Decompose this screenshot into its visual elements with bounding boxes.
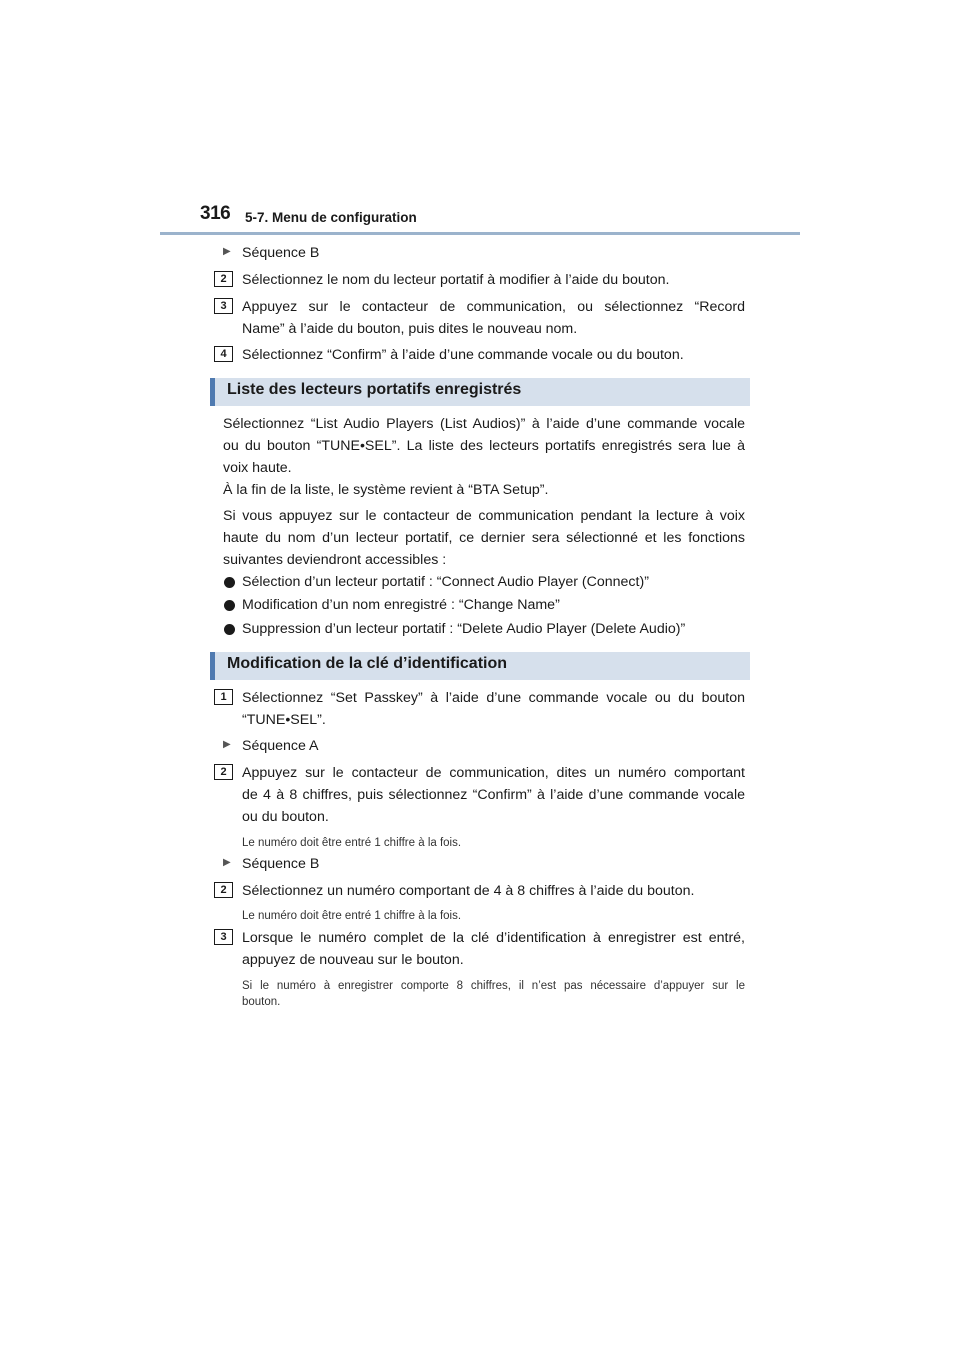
step-text: Sélectionnez un numéro comportant de 4 à 8 chiffres à l’aide du bouton. <box>242 883 695 899</box>
step-text: Sélectionnez “Confirm” à l’aide d’une commande vocale ou du bouton. <box>242 347 684 363</box>
step-text: Lorsque le numéro complet de la clé d’identification à enregistrer est entré, <box>242 930 745 946</box>
step-text: Sélectionnez le nom du lecteur portatif à modifier à l’aide du bouton. <box>242 272 670 288</box>
triangle-right-icon: ▶ <box>223 857 231 868</box>
bullet-icon <box>224 624 235 635</box>
note-text: Si le numéro à enregistrer comporte 8 chiffres, il n’est pas nécessaire d’appuyer sur le <box>242 980 745 992</box>
note-text: Le numéro doit être entré 1 chiffre à la fois. <box>242 837 462 849</box>
step-text: ou du bouton. <box>242 809 329 825</box>
step-number-box: 2 <box>214 882 233 898</box>
sequence-b-label: Séquence B <box>242 245 320 261</box>
sequence-a-label: Séquence A <box>242 738 319 754</box>
note-text: Le numéro doit être entré 1 chiffre à la fois. <box>242 910 462 922</box>
step-number-box: 4 <box>214 346 233 362</box>
paragraph-line: Si vous appuyez sur le contacteur de communication pendant la lecture à voix <box>223 508 745 524</box>
paragraph-line: voix haute. <box>223 460 292 476</box>
sequence-b-label: Séquence B <box>242 856 320 872</box>
list-item: Sélection d’un lecteur portatif : “Connect Audio Player (Connect)” <box>242 574 649 590</box>
section-heading-text: Modification de la clé d’identification <box>227 655 508 672</box>
step-text: “TUNE•SEL”. <box>242 712 326 728</box>
section-heading-text: Liste des lecteurs portatifs enregistrés <box>227 381 522 398</box>
section-heading <box>210 652 750 680</box>
list-item: Modification d’un nom enregistré : “Change Name” <box>242 597 560 613</box>
paragraph-line: ou du bouton “TUNE•SEL”. La liste des lecteurs portatifs enregistrés sera lue à <box>223 438 745 454</box>
list-item: Suppression d’un lecteur portatif : “Delete Audio Player (Delete Audio)” <box>242 621 686 637</box>
header-rule <box>160 232 800 235</box>
step-text: Appuyez sur le contacteur de communication, ou sélectionnez “Record <box>242 299 745 315</box>
page-number: 316 <box>200 203 231 224</box>
step-text: Appuyez sur le contacteur de communication, dites un numéro comportant <box>242 765 745 781</box>
step-text: Name” à l’aide du bouton, puis dites le nouveau nom. <box>242 321 578 337</box>
step-number-box: 2 <box>214 764 233 780</box>
step-number-box: 3 <box>214 298 233 314</box>
paragraph-line: À la fin de la liste, le système revient à “BTA Setup”. <box>223 482 549 498</box>
step-text: Sélectionnez “Set Passkey” à l’aide d’une commande vocale ou du bouton <box>242 690 745 706</box>
step-text: appuyez de nouveau sur le bouton. <box>242 952 464 968</box>
triangle-right-icon: ▶ <box>223 246 231 257</box>
bullet-icon <box>224 600 235 611</box>
paragraph-line: Sélectionnez “List Audio Players (List Audios)” à l’aide d’une commande vocale <box>223 416 745 432</box>
step-number-box: 1 <box>214 689 233 705</box>
triangle-right-icon: ▶ <box>223 739 231 750</box>
note-text: bouton. <box>242 996 281 1008</box>
section-title: 5-7. Menu de configuration <box>245 210 417 225</box>
step-number-box: 3 <box>214 929 233 945</box>
step-number-box: 2 <box>214 271 233 287</box>
section-heading <box>210 378 750 406</box>
paragraph-line: haute du nom d’un lecteur portatif, ce dernier sera sélectionné et les fonctions <box>223 530 745 546</box>
paragraph-line: suivantes deviendront accessibles : <box>223 552 447 568</box>
bullet-icon <box>224 577 235 588</box>
step-text: de 4 à 8 chiffres, puis sélectionnez “Confirm” à l’aide d’une commande vocale <box>242 787 745 803</box>
